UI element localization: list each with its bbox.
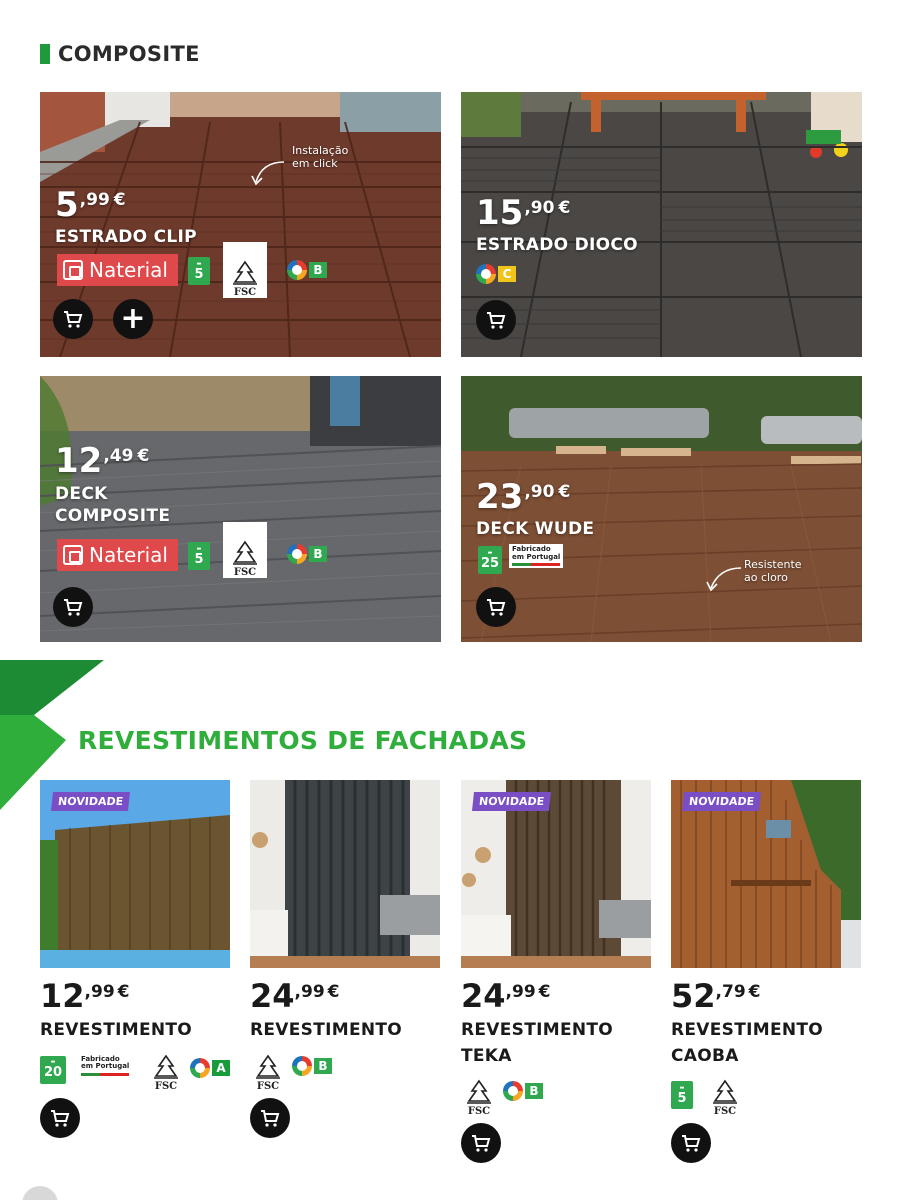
- fsc-label: FSC: [233, 287, 257, 298]
- shopping-cart-icon: [258, 1106, 282, 1130]
- price-integer: 23: [476, 477, 524, 517]
- made-in-line: em Portugal: [81, 1062, 130, 1071]
- energy-ring-icon: [287, 260, 307, 280]
- price-decimal: ,90: [524, 482, 555, 502]
- naterial-logo-icon: [63, 545, 83, 565]
- product-tile-estrado-dioco[interactable]: [461, 92, 862, 357]
- naterial-badge: [57, 254, 178, 286]
- price-decimal: ,99: [294, 982, 325, 1002]
- price: [250, 977, 440, 1015]
- product-card-revestimento-caoba[interactable]: [671, 780, 861, 1163]
- fsc-label: FSC: [713, 1106, 737, 1117]
- made-in-line: Fabricado: [512, 545, 551, 553]
- shopping-cart-icon: [48, 1106, 72, 1130]
- energy-grade: B: [309, 546, 327, 562]
- callout-chlorine: [744, 558, 802, 584]
- price-currency: €: [538, 982, 551, 1002]
- price-currency: €: [137, 446, 150, 466]
- price-integer: 12: [55, 441, 103, 481]
- product-tile-deck-composite[interactable]: [40, 376, 441, 642]
- portugal-flag-stripe: [81, 1073, 129, 1076]
- product-name: [250, 1018, 440, 1044]
- price-decimal: ,99: [79, 190, 110, 210]
- price-decimal: ,99: [505, 982, 536, 1002]
- price: [55, 441, 150, 481]
- fsc-badge: [223, 242, 267, 298]
- price: [476, 477, 571, 517]
- callout-line: Resistente: [744, 558, 802, 571]
- certification-row: [40, 1050, 230, 1090]
- product-photo: [461, 780, 651, 968]
- product-tile-estrado-clip[interactable]: [40, 92, 441, 357]
- warranty-caption: ▬: [487, 549, 493, 556]
- product-name: [55, 226, 197, 248]
- product-name: [40, 1018, 230, 1044]
- price-integer: 24: [461, 977, 506, 1015]
- naterial-label: Naterial: [89, 258, 168, 282]
- portugal-flag-stripe: [512, 563, 560, 566]
- fsc-tree-icon: [230, 540, 260, 566]
- callout-installation: [292, 144, 348, 170]
- price-decimal: ,99: [84, 982, 115, 1002]
- product-card-revestimento[interactable]: [40, 780, 230, 1138]
- shopping-cart-icon: [61, 595, 85, 619]
- product-photo: [250, 780, 440, 968]
- product-name: [671, 1018, 861, 1069]
- fsc-tree-icon: [151, 1054, 181, 1080]
- fsc-badge: [250, 1044, 286, 1092]
- fsc-badge: [223, 522, 267, 578]
- product-name-line: ESTRADO DIOCO: [476, 235, 638, 255]
- warranty-badge: [478, 546, 502, 574]
- warranty-years: 5: [194, 551, 204, 567]
- add-to-cart-button[interactable]: [53, 587, 93, 627]
- callout-arrow-icon: [703, 564, 743, 594]
- energy-label: [287, 260, 327, 280]
- add-to-cart-button[interactable]: [671, 1123, 711, 1163]
- certification-row: [671, 1075, 861, 1115]
- fsc-label: FSC: [233, 567, 257, 578]
- callout-line: Instalação: [292, 144, 349, 157]
- certification-row: [250, 1050, 440, 1090]
- novidade-badge: NOVIDADE: [472, 792, 551, 811]
- warranty-years: 5: [194, 266, 204, 282]
- section-title: COMPOSITE: [58, 42, 200, 66]
- section-title-facades: REVESTIMENTOS DE FACHADAS: [78, 726, 528, 755]
- product-photo: [40, 780, 230, 968]
- add-to-cart-button[interactable]: [476, 587, 516, 627]
- warranty-years: 20: [43, 1065, 63, 1080]
- price-currency: €: [113, 190, 126, 210]
- naterial-logo-icon: [63, 260, 83, 280]
- product-name-line: DECK WUDE: [476, 519, 595, 539]
- product-name-line: TEKA: [461, 1045, 512, 1066]
- warranty-badge: [671, 1081, 693, 1109]
- price-integer: 52: [671, 977, 716, 1015]
- product-card-revestimento-teka[interactable]: [461, 780, 651, 1163]
- price: [476, 193, 571, 233]
- product-name-line: REVESTIMENTO: [250, 1020, 403, 1040]
- product-tile-deck-wude[interactable]: [461, 376, 862, 642]
- naterial-badge: [57, 539, 178, 571]
- home-icon[interactable]: [22, 1186, 58, 1200]
- warranty-caption: ▬: [679, 1084, 685, 1091]
- warranty-badge: [40, 1056, 66, 1084]
- price-integer: 12: [40, 977, 85, 1015]
- product-name: [461, 1018, 651, 1069]
- add-to-cart-button[interactable]: [40, 1098, 80, 1138]
- warranty-badge: [188, 257, 210, 285]
- shopping-cart-icon: [484, 595, 508, 619]
- product-name-line: REVESTIMENTO: [40, 1020, 193, 1040]
- energy-ring-icon: [292, 1056, 312, 1076]
- energy-label: [190, 1058, 230, 1078]
- warranty-years: 5: [677, 1090, 687, 1106]
- certification-row: [461, 1075, 651, 1115]
- fsc-badge: [461, 1069, 497, 1117]
- made-in-portugal-badge: [78, 1054, 132, 1078]
- price-currency: €: [558, 482, 571, 502]
- plus-icon: +: [120, 301, 146, 336]
- energy-label: [476, 264, 516, 284]
- price-currency: €: [327, 982, 340, 1002]
- price-decimal: ,49: [103, 446, 134, 466]
- energy-ring-icon: [190, 1058, 210, 1078]
- callout-line: em click: [292, 157, 338, 171]
- product-image: [250, 780, 440, 968]
- fsc-tree-icon: [230, 260, 260, 286]
- product-name: [476, 518, 594, 540]
- fsc-badge: [707, 1069, 743, 1117]
- more-info-button[interactable]: [113, 299, 153, 339]
- product-name-line: REVESTIMENTO: [671, 1020, 824, 1040]
- add-to-cart-button[interactable]: [250, 1098, 290, 1138]
- energy-label: [292, 1056, 332, 1076]
- fsc-label: FSC: [467, 1106, 491, 1117]
- product-name-line: DECK: [55, 484, 108, 504]
- shopping-cart-icon: [484, 308, 508, 332]
- price-integer: 5: [55, 185, 79, 225]
- energy-label: [287, 544, 327, 564]
- energy-grade: C: [498, 266, 516, 282]
- add-to-cart-button[interactable]: [53, 299, 93, 339]
- price-currency: €: [748, 982, 761, 1002]
- energy-ring-icon: [503, 1081, 523, 1101]
- add-to-cart-button[interactable]: [461, 1123, 501, 1163]
- warranty-years: 25: [480, 555, 500, 571]
- naterial-label: Naterial: [89, 543, 168, 567]
- energy-label: [503, 1081, 543, 1101]
- product-photo: [671, 780, 861, 968]
- made-in-line: Fabricado: [81, 1054, 120, 1063]
- price-integer: 24: [250, 977, 295, 1015]
- novidade-badge: NOVIDADE: [682, 792, 761, 811]
- fsc-label: FSC: [256, 1080, 280, 1092]
- novidade-badge: NOVIDADE: [51, 792, 130, 811]
- callout-line: ao cloro: [744, 571, 788, 585]
- price-currency: €: [117, 982, 130, 1002]
- product-name: [55, 483, 170, 527]
- section-heading-composite: [40, 42, 200, 66]
- price: [55, 185, 126, 225]
- fsc-badge: [148, 1044, 184, 1092]
- energy-grade: B: [309, 262, 327, 278]
- product-name-line: CAOBA: [671, 1045, 739, 1066]
- warranty-caption: ▬: [196, 260, 202, 267]
- callout-arrow-icon: [248, 158, 288, 188]
- energy-ring-icon: [476, 264, 496, 284]
- fsc-tree-icon: [464, 1079, 494, 1105]
- made-in-line: em Portugal: [512, 552, 561, 561]
- product-photo: [40, 92, 441, 357]
- fsc-tree-icon: [253, 1054, 283, 1080]
- fsc-tree-icon: [710, 1079, 740, 1105]
- warranty-badge: [188, 542, 210, 570]
- shopping-cart-icon: [469, 1131, 493, 1155]
- energy-ring-icon: [287, 544, 307, 564]
- fsc-label: FSC: [154, 1080, 178, 1092]
- made-in-portugal-badge: [509, 544, 563, 568]
- product-name-line: REVESTIMENTO: [461, 1020, 614, 1040]
- energy-grade: A: [212, 1060, 230, 1076]
- add-to-cart-button[interactable]: [476, 300, 516, 340]
- heading-accent-bar: [40, 44, 50, 64]
- product-card-revestimento-dark[interactable]: [250, 780, 440, 1138]
- energy-grade: B: [314, 1058, 332, 1074]
- price-currency: €: [558, 198, 571, 218]
- energy-grade: B: [525, 1083, 543, 1099]
- price-decimal: ,79: [715, 982, 746, 1002]
- price-decimal: ,90: [524, 198, 555, 218]
- price: [40, 977, 230, 1015]
- price: [461, 977, 651, 1015]
- warranty-caption: ▬: [196, 545, 202, 552]
- price-integer: 15: [476, 193, 524, 233]
- product-name: [476, 234, 638, 256]
- price: [671, 977, 861, 1015]
- warranty-caption: ▬: [50, 1059, 56, 1065]
- shopping-cart-icon: [679, 1131, 703, 1155]
- product-name-line: COMPOSITE: [55, 506, 171, 527]
- shopping-cart-icon: [61, 307, 85, 331]
- product-name-line: ESTRADO CLIP: [55, 227, 197, 247]
